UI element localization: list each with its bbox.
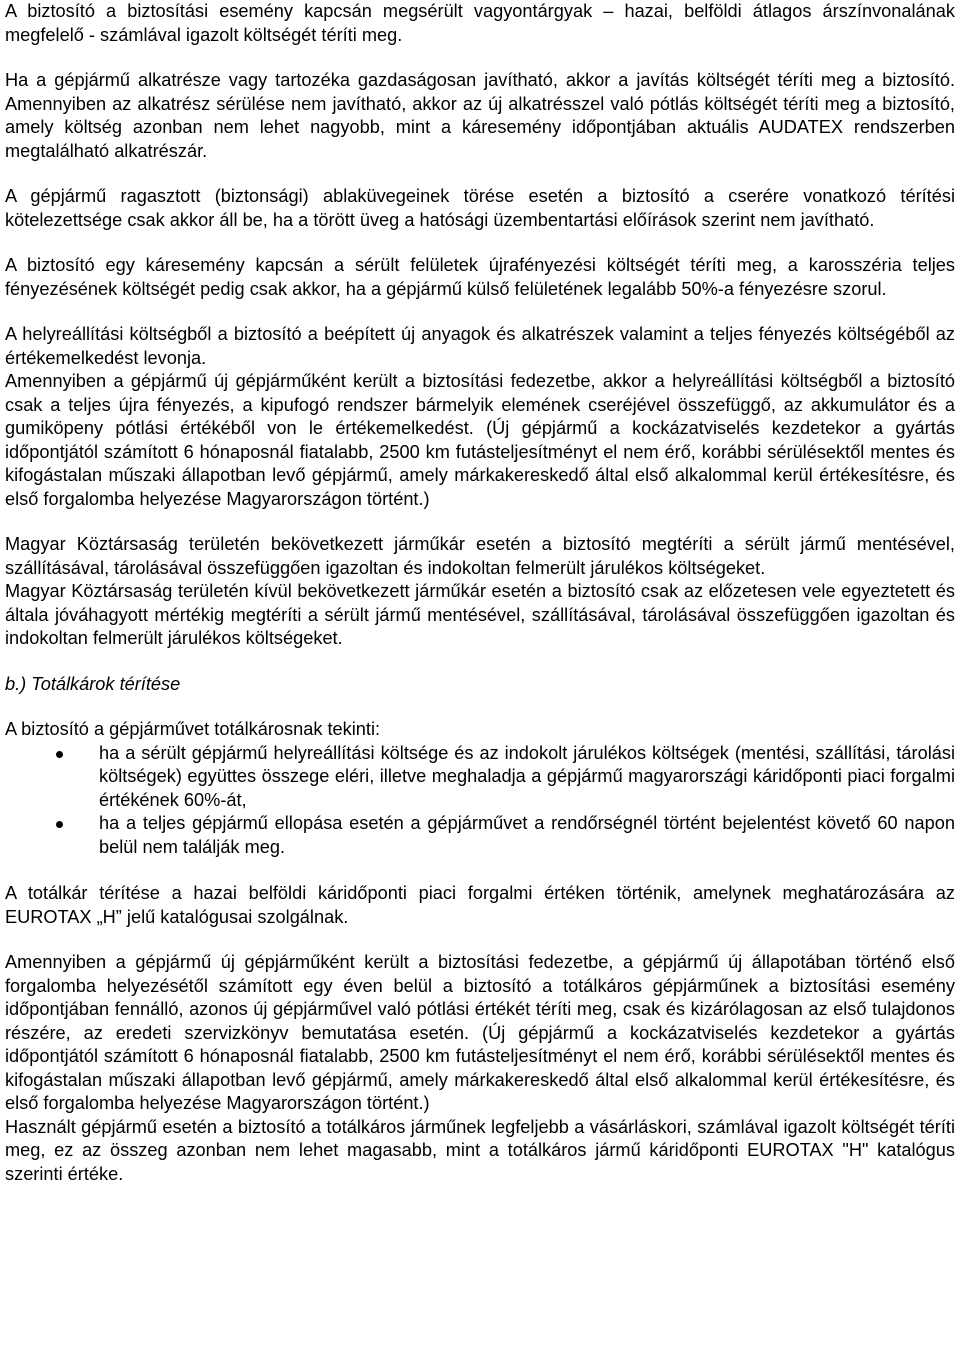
- bullet-icon: [56, 821, 63, 828]
- paragraph-total-loss-valuation: A totálkár térítése a hazai belföldi káridőponti piaci forgalmi értéken történik, amelynek meghatározására az EUROTAX „H” jelű katalógusai szolgálnak.: [5, 883, 955, 927]
- list-item-text: ha a sérült gépjármű helyreállítási költsége és az indokolt járulékos költségek (mentési, szállítási, tárolási költségek) együttes összege eléri, illetve meghaladja a gépjármű magyarországi káridőponti piaci forgalmi értékének 60%-át,: [99, 742, 955, 810]
- paragraph-total-loss-intro: A biztosító a gépjárművet totálkárosnak tekinti:: [5, 719, 381, 739]
- section-heading-total-loss: b.) Totálkárok térítése: [5, 673, 181, 694]
- paragraph-valuables-cost: A biztosító a biztosítási esemény kapcsán megsérült vagyontárgyak – hazai, belföldi átlagos árszínvonalának megfelelő - számlával igazolt költségét téríti meg.: [5, 1, 955, 45]
- bullet-icon: [56, 751, 63, 758]
- paragraph-domestic-towing: Magyar Köztársaság területén bekövetkezett járműkár esetén a biztosító megtéríti a sérült jármű mentésével, szállításával, tárolásával összefüggően igazoltan és indokoltan felmerült járulékos költségeket.: [5, 534, 955, 578]
- paragraph-parts-repair: Ha a gépjármű alkatrésze vagy tartozéka gazdaságosan javítható, akkor a javítás költségét téríti meg a biztosító. Amennyiben az alkatrész sérülése nem javítható, akkor az új alkatrésszel való pótlás költségét téríti meg a biztosító, amely költség azonban nem lehet nagyobb, mint a káresemény időpontjában aktuális AUDATEX rendszerben megtalálható alkatrészár.: [5, 70, 955, 161]
- paragraph-repainting: A biztosító egy káresemény kapcsán a sérült felületek újrafényezési költségét téríti meg, a karosszéria teljes fényezésének költségét pedig csak akkor, ha a gépjármű külső felületének legalább 50%-a fényezésre szorul.: [5, 255, 955, 299]
- paragraph-value-increase: A helyreállítási költségből a biztosító a beépített új anyagok és alkatrészek valamint a teljes fényezés költségéből az értékemelkedést levonja.: [5, 324, 955, 368]
- list-item-text: ha a teljes gépjármű ellopása esetén a gépjárművet a rendőrségnél történt bejelentést követő 60 napon belül nem találják meg.: [99, 813, 955, 857]
- paragraph-glass-breakage: A gépjármű ragasztott (biztonsági) ablaküvegeinek törése esetén a biztosító a cserére vonatkozó térítési kötelezettsége csak akkor áll be, ha a törött üveg a hatósági üzembentartási előírások szerint nem javítható.: [5, 186, 955, 230]
- paragraph-new-vehicle-deduction: Amennyiben a gépjármű új gépjárműként került a biztosítási fedezetbe, akkor a helyreállítási költségből a biztosító csak a teljes újra fényezés, a kipufogó rendszer bármelyik elemének cseréjével összefüggő, az akkumulátor és a gumiköpeny pótlási értékéből von le értékemelkedést. (Új gépjármű a kockázatviselés kezdetekor a gyártás időpontjától számított 6 hónaposnál fiatalabb, 2500 km futásteljesítményt el nem érő, korábbi sérülésektől mentes és kifogástalan műszaki állapotban levő gépjármű, amely márkakereskedő által első alkalommal kerül értékesítésre, és első forgalomba helyezése Magyarországon történt.): [5, 371, 955, 509]
- paragraph-abroad-towing: Magyar Köztársaság területén kívül bekövetkezett járműkár esetén a biztosító csak az előzetesen vele egyeztetett és általa jóváhagyott mértékig megtéríti a sérült jármű mentésével, szállításával, tárolásával összefüggően igazoltan és indokoltan felmerült járulékos költségeket.: [5, 581, 955, 648]
- paragraph-new-vehicle-total-loss: Amennyiben a gépjármű új gépjárműként került a biztosítási fedezetbe, a gépjármű új állapotában történő első forgalomba helyezésétől számított egy éven belül a biztosító a totálkáros gépjárműnek a biztosítási esemény időpontjában fennálló, azonos új gépjárművel való pótlási értékét téríti meg, csak és kizárólagosan az első tulajdonos részére, az eredeti szervizkönyv bemutatása esetén. (Új gépjármű a kockázatviselés kezdetekor a gyártás időpontjától számított 6 hónaposnál fiatalabb, 2500 km futásteljesítményt el nem érő, korábbi sérülésektől mentes és kifogástalan műszaki állapotban levő gépjármű, amely márkakereskedő által első alkalommal kerül értékesítésre, és első forgalomba helyezése Magyarországon történt.): [5, 952, 955, 1113]
- paragraph-used-vehicle-total-loss: Használt gépjármű esetén a biztosító a totálkáros járműnek legfeljebb a vásárláskori, számlával igazolt költségét téríti meg, ez az összeg azonban nem lehet magasabb, mint a totálkáros jármű káridőponti EUROTAX "H" katalógus szerinti értéke.: [5, 1116, 955, 1184]
- list-item: [5, 812, 955, 859]
- total-loss-criteria-list: [5, 742, 955, 860]
- list-item: [5, 742, 955, 813]
